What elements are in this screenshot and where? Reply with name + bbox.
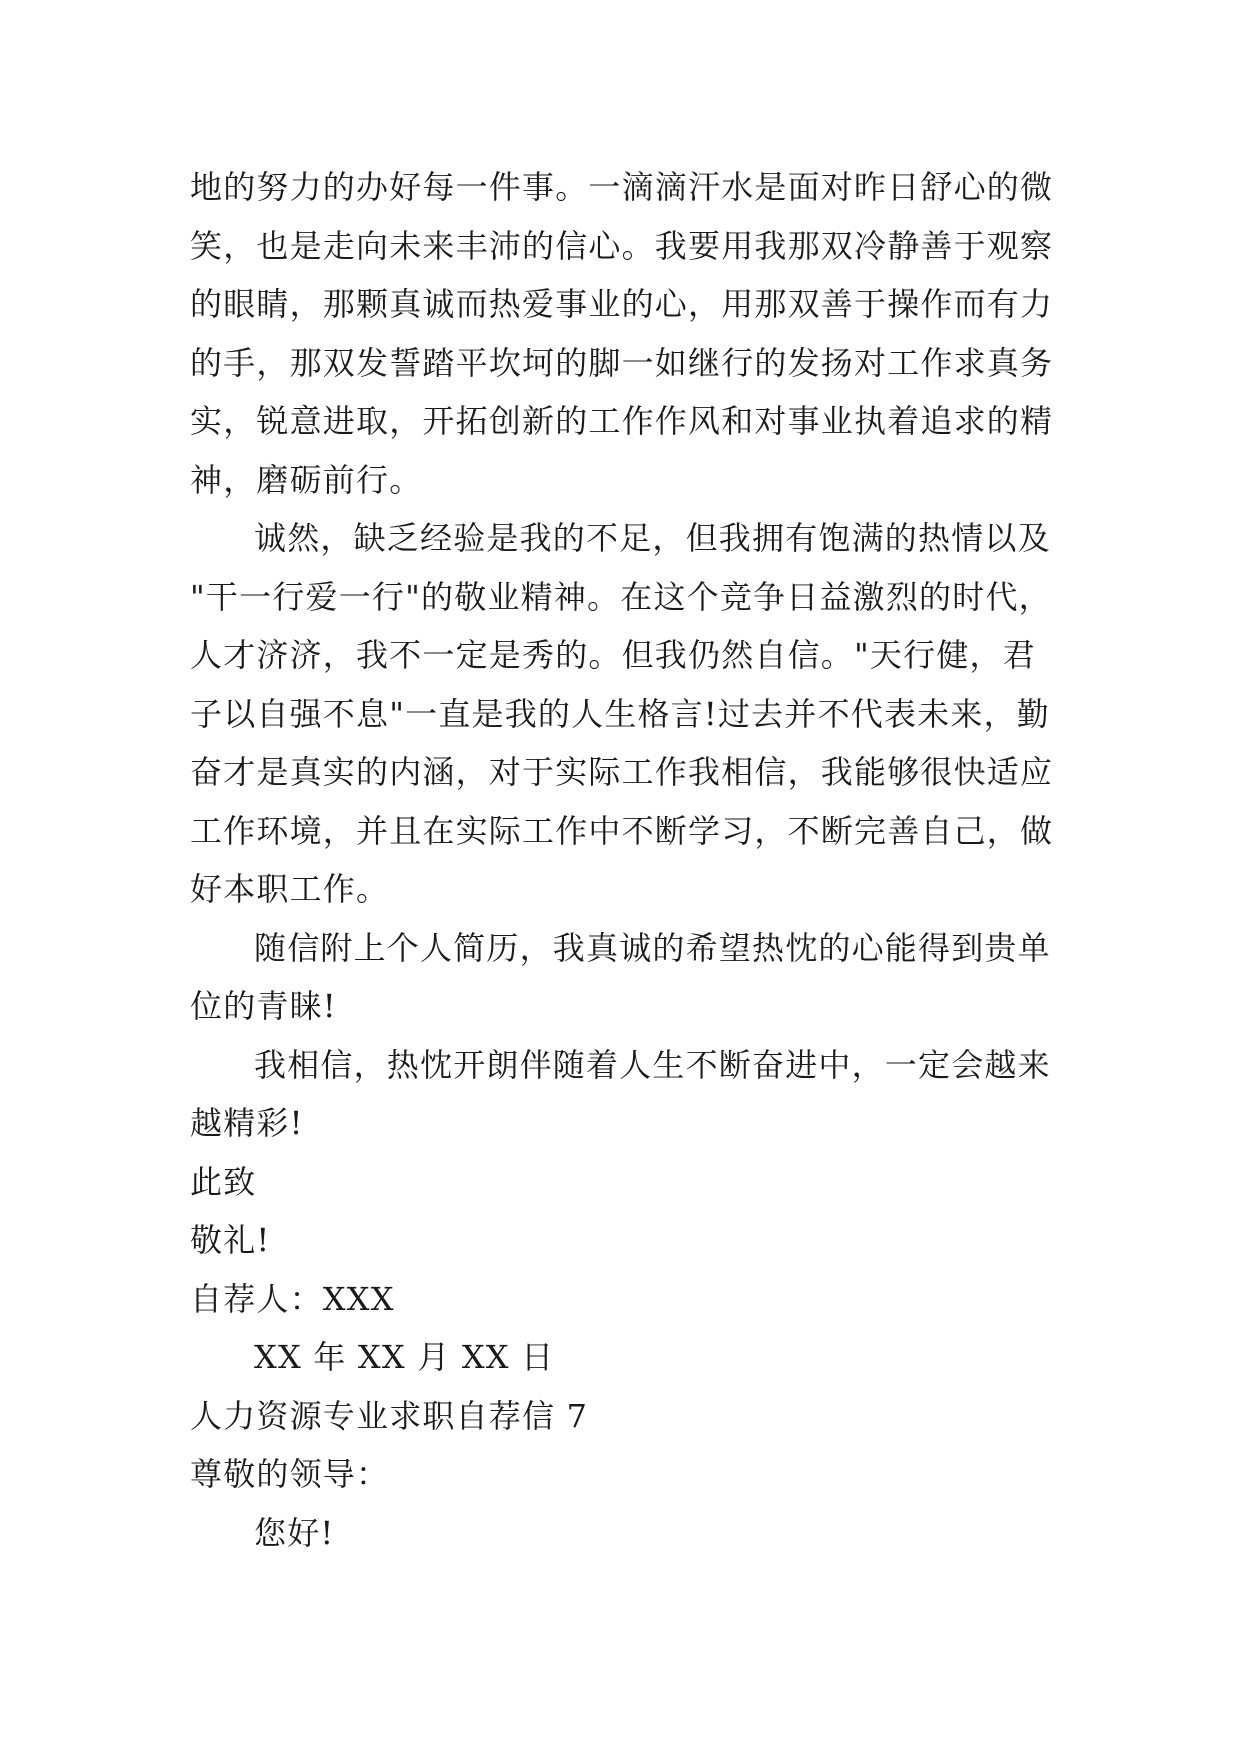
text-line: "干一行爱一行"的敬业精神。在这个竞争日益激烈的时代， — [190, 577, 1052, 616]
text-line: 我相信，热忱开朗伴随着人生不断奋进中，一定会越来 — [254, 1045, 1051, 1084]
text-line: 随信附上个人简历，我真诚的希望热忱的心能得到贵单 — [254, 928, 1051, 967]
letter-body — [190, 158, 1080, 1562]
text-line: 地的努力的办好每一件事。一滴滴汗水是面对昨日舒心的微 — [190, 168, 1054, 206]
text-line: 此致 — [190, 1162, 257, 1201]
text-line: 人才济济，我不一定是秀的。但我仍然自信。"天行健，君 — [190, 636, 1036, 674]
text-line: 笑，也是走向未来丰沛的信心。我要用我那双冷静善于观察 — [190, 226, 1054, 265]
text-line: 尊敬的领导： — [190, 1455, 390, 1493]
text-line: 工作环境，并且在实际工作中不断学习，不断完善自己，做 — [190, 811, 1054, 850]
text-line: 的眼睛，那颗真诚而热爱事业的心，用那双善于操作而有力 — [190, 285, 1054, 323]
text-line: 诚然，缺乏经验是我的不足，但我拥有饱满的热情以及 — [254, 519, 1051, 557]
text-line: 神，磨砺前行。 — [190, 460, 423, 499]
text-line: 奋才是真实的内涵，对于实际工作我相信，我能够很快适应 — [190, 753, 1054, 791]
text-line: 位的青睐! — [190, 987, 337, 1025]
text-line: XX 年 XX 月 XX 日 — [254, 1338, 555, 1376]
text-line: 自荐人：XXX — [190, 1279, 395, 1318]
text-line: 好本职工作。 — [190, 870, 390, 908]
text-line: 的手，那双发誓踏平坎坷的脚一如继行的发扬对工作求真务 — [190, 343, 1054, 382]
text-line: 越精彩! — [190, 1104, 304, 1142]
text-line: 人力资源专业求职自荐信 7 — [190, 1396, 589, 1435]
text-line: 敬礼! — [190, 1221, 271, 1259]
text-line: 子以自强不息"一直是我的人生格言!过去并不代表未来，勤 — [190, 694, 1050, 733]
text-line: 实，锐意进取，开拓创新的工作作风和对事业执着追求的精 — [190, 402, 1054, 440]
text-line: 您好! — [254, 1513, 335, 1552]
